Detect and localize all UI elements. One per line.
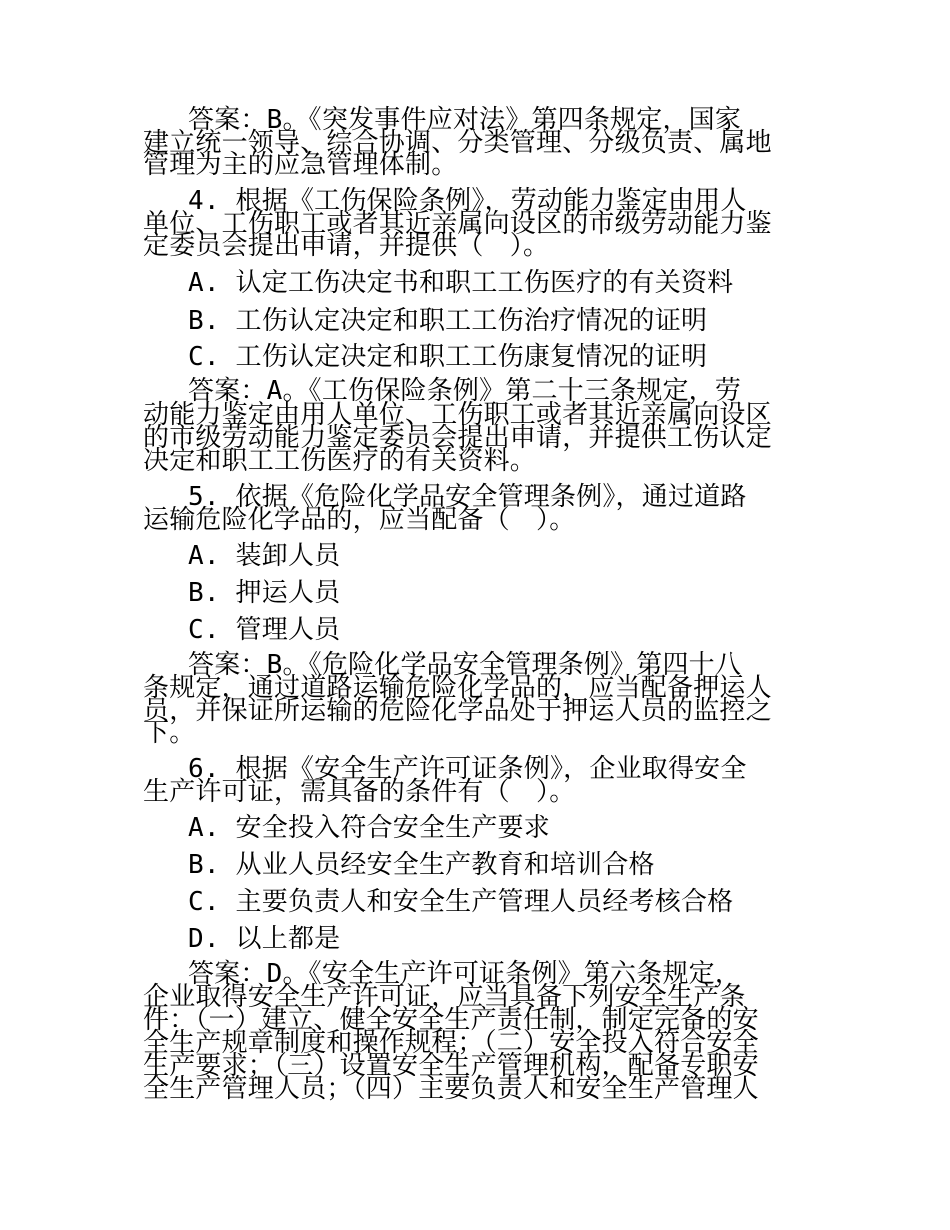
answer-6-line-4: 全生产规章制度和操作规程；（二）安全投入符合安全 [143, 1028, 759, 1058]
answer-5-line-2: 条规定，通过道路运输危险化学品的，应当配备押运人 [143, 673, 772, 703]
answer-4-line-2: 动能力鉴定由用人单位、工伤职工或者其近亲属向设区 [143, 400, 772, 430]
question-4-line-1: 4. 根据《工伤保险条例》，劳动能力鉴定由用人 [188, 186, 747, 216]
question-5-line-1: 5. 依据《危险化学品安全管理条例》，通过道路 [188, 482, 747, 512]
answer-4-line-3: 的市级劳动能力鉴定委员会提出申请，并提供工伤认定 [143, 423, 772, 453]
question-4-option-b: B. 工伤认定决定和职工工伤治疗情况的证明 [188, 306, 708, 336]
answer-5-line-1: 答案：B。《危险化学品安全管理条例》第四十八 [188, 650, 742, 680]
answer-6-line-6: 全生产管理人员；（四）主要负责人和安全生产管理人 [143, 1074, 759, 1104]
question-6-line-1: 6. 根据《安全生产许可证条例》，企业取得安全 [188, 754, 747, 784]
answer-3-line-1: 答案：B。《突发事件应对法》第四条规定，国家 [188, 105, 742, 135]
question-4-option-a: A. 认定工伤决定书和职工工伤医疗的有关资料 [188, 268, 734, 298]
answer-6-line-5: 生产要求；（三）设置安全生产管理机构，配备专职安 [143, 1051, 759, 1081]
question-6-option-b: B. 从业人员经安全生产教育和培训合格 [188, 850, 655, 880]
question-4-option-c: C. 工伤认定决定和职工工伤康复情况的证明 [188, 342, 708, 372]
answer-4-line-1: 答案：A。《工伤保险条例》第二十三条规定，劳 [188, 376, 742, 406]
question-6-option-a: A. 安全投入符合安全生产要求 [188, 813, 550, 843]
question-6-line-2: 生产许可证，需具备的条件有（ ）。 [143, 777, 576, 807]
question-6-option-c: C. 主要负责人和安全生产管理人员经考核合格 [188, 887, 734, 917]
answer-5-line-3: 员，并保证所运输的危险化学品处于押运人员的监控之 [143, 696, 772, 726]
question-6-option-d: D. 以上都是 [188, 924, 341, 954]
answer-6-line-3: 件：（一）建立、健全安全生产责任制，制定完备的安 [143, 1005, 759, 1035]
question-4-line-2: 单位、工伤职工或者其近亲属向设区的市级劳动能力鉴 [143, 209, 772, 239]
answer-3-line-2: 建立统一领导、综合协调、分类管理、分级负责、属地 [143, 128, 772, 158]
answer-4-line-4: 决定和职工工伤医疗的有关资料。 [143, 446, 537, 476]
question-5-option-b: B. 押运人员 [188, 578, 341, 608]
question-5-line-2: 运输危险化学品的，应当配备（ ）。 [143, 505, 576, 535]
question-4-line-3: 定委员会提出申请，并提供（ ）。 [143, 231, 550, 261]
answer-3-line-3: 管理为主的应急管理体制。 [143, 150, 458, 180]
question-5-option-c: C. 管理人员 [188, 615, 341, 645]
answer-5-line-4: 下。 [143, 718, 196, 748]
question-5-option-a: A. 装卸人员 [188, 541, 341, 571]
answer-6-line-2: 企业取得安全生产许可证，应当具备下列安全生产条 [143, 982, 746, 1012]
answer-6-line-1: 答案：D。《安全生产许可证条例》第六条规定， [188, 959, 742, 989]
